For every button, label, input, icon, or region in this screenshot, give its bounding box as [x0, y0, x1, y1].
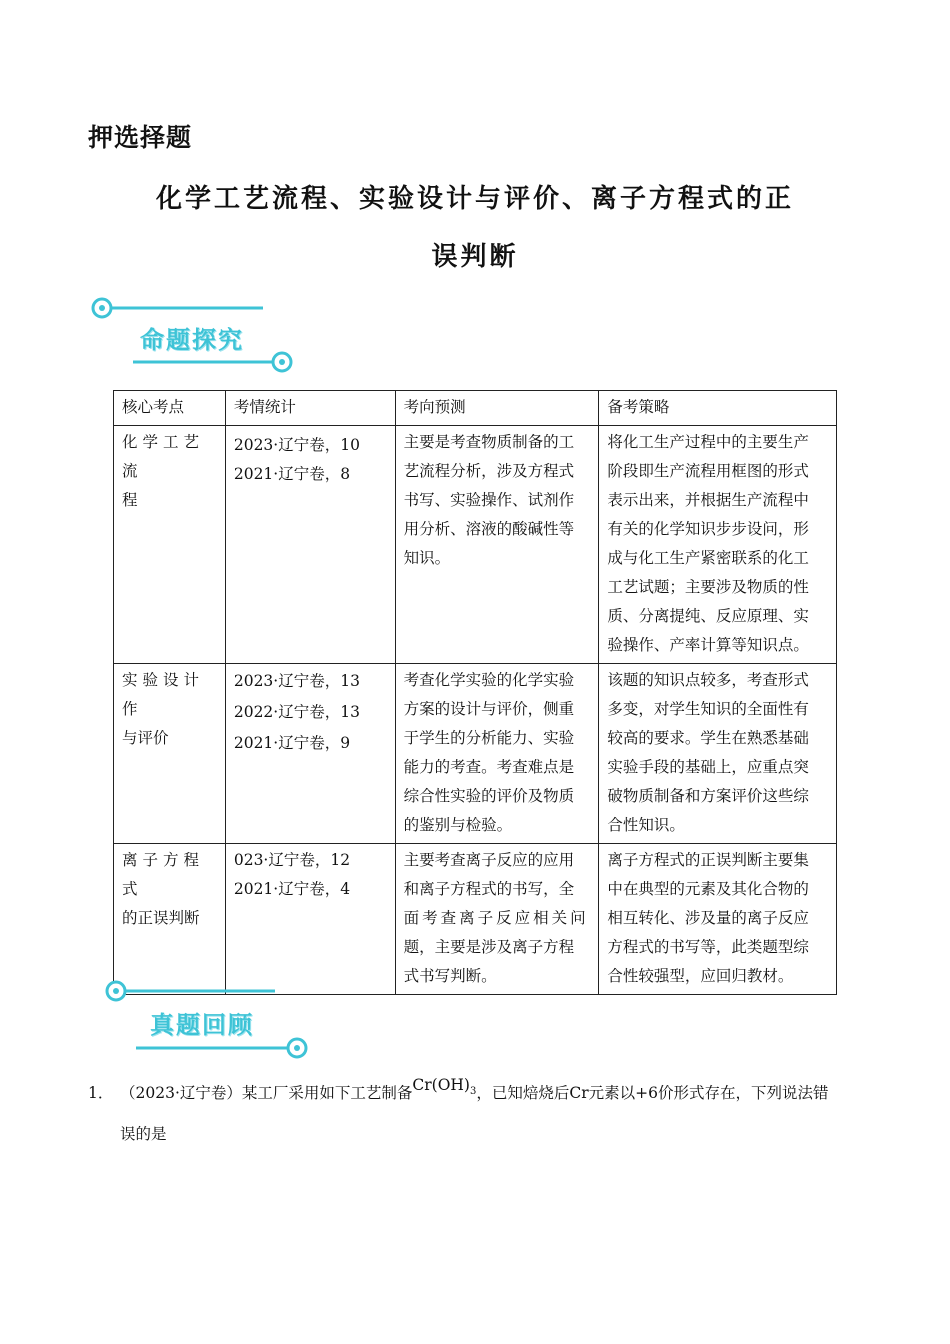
cell-line: 式书写判断。: [403, 967, 497, 985]
cell-line: 主要考查离子反应的应用: [403, 851, 575, 869]
cell-line: 相互转化、涉及量的离子反应: [607, 909, 809, 927]
question-text: ，已知焙烧后Cr元素以+6价形式存在，下列说法错: [476, 1084, 829, 1102]
cell-line: 与评价: [122, 729, 169, 747]
banner-label: 真题回顾: [150, 1011, 254, 1039]
stats-cell: [225, 844, 395, 995]
cell-line: 验操作、产率计算等知识点。: [607, 636, 809, 654]
cell-line: 综合性实验的评价及物质: [403, 787, 575, 805]
header-cell: 考情统计: [225, 391, 395, 426]
cell-line: 方程式的书写等，此类题型综: [607, 938, 809, 956]
stats-cell: [225, 664, 395, 844]
section-pretitle: 押选择题: [88, 123, 193, 152]
cell-line: 能力的考查。考查难点是: [403, 758, 575, 776]
formula-text: Cr(OH): [412, 1076, 470, 1094]
forecast-cell: [395, 844, 599, 995]
question-number: 1．: [88, 1084, 114, 1102]
table-header-row: [114, 391, 837, 426]
cell-line: 破物质制备和方案评价这些综: [607, 787, 809, 805]
section-banner-proposition: [88, 290, 308, 380]
cell-line: 的正误判断: [122, 909, 200, 927]
topic-cell: [114, 426, 226, 664]
cell-line: 方案的设计与评价，侧重: [403, 700, 575, 718]
question-1: [88, 1076, 863, 1151]
cell-line: 多变，对学生知识的全面性有: [607, 700, 809, 718]
table-row: [114, 844, 837, 995]
table-row: [114, 426, 837, 664]
topic-cell: [114, 844, 226, 995]
strategy-cell: [599, 844, 837, 995]
cell-line: 阶段即生产流程用框图的形式: [607, 462, 809, 480]
cell-line: 2021·辽宁卷，4: [233, 880, 351, 898]
question-text: （2023·辽宁卷）某工厂采用如下工艺制备: [120, 1084, 413, 1102]
forecast-cell: [395, 664, 599, 844]
cell-line: 023·辽宁卷，12: [233, 851, 351, 869]
cell-line: 和离子方程式的书写，全: [403, 880, 575, 898]
cell-line: 艺流程分析，涉及方程式: [403, 462, 575, 480]
cell-line: 2023·辽宁卷，13: [233, 672, 360, 690]
cell-line: 化学工艺流: [122, 433, 205, 480]
title-line-1: 化学工艺流程、实验设计与评价、离子方程式的正: [155, 184, 794, 214]
forecast-cell: [395, 426, 599, 664]
cell-line: 较高的要求。学生在熟悉基础: [607, 729, 809, 747]
header-cell: 核心考点: [114, 391, 226, 426]
stats-cell: [225, 426, 395, 664]
strategy-cell: [599, 664, 837, 844]
cell-line: 知识。: [403, 549, 451, 567]
banner-label: 命题探究: [140, 326, 244, 354]
cell-line: 工艺试题；主要涉及物质的性: [607, 578, 809, 596]
cell-line: 实验手段的基础上，应重点突: [607, 758, 809, 776]
question-line-1: [88, 1076, 863, 1117]
cell-line: 面考查离子反应相关问: [403, 909, 589, 927]
table-row: [114, 664, 837, 844]
cell-line: 书写、实验操作、试剂作: [403, 491, 575, 509]
cell-line: 质、分离提纯、反应原理、实: [607, 607, 809, 625]
title-line-2: 误判断: [431, 242, 519, 272]
cell-line: 该题的知识点较多，考查形式: [607, 671, 809, 689]
cell-line: 合性较强型，应回归教材。: [607, 967, 794, 985]
cell-line: 主要是考查物质制备的工: [403, 433, 575, 451]
cell-line: 成与化工生产紧密联系的化工: [607, 549, 809, 567]
cell-line: 合性知识。: [607, 816, 685, 834]
section-banner-review: [100, 975, 320, 1065]
cell-line: 2021·辽宁卷，9: [233, 734, 351, 752]
cell-line: 2023·辽宁卷，10: [233, 436, 360, 454]
header-cell: 考向预测: [395, 391, 599, 426]
question-line-2: 误的是: [120, 1125, 167, 1144]
cell-line: 于学生的分析能力、实验: [403, 729, 575, 747]
page-title: [80, 170, 870, 286]
cell-line: 实验设计作: [122, 671, 205, 718]
formula-subscript: 3: [469, 1086, 477, 1098]
chemical-formula: [412, 1076, 477, 1098]
cell-line: 离子方程式: [122, 851, 205, 898]
topic-cell: [114, 664, 226, 844]
header-cell: 备考策略: [599, 391, 837, 426]
cell-line: 用分析、溶液的酸碱性等: [403, 520, 575, 538]
cell-line: 有关的化学知识步步设问，形: [607, 520, 809, 538]
cell-line: 表示出来，并根据生产流程中: [607, 491, 809, 509]
topic-table: [113, 390, 837, 995]
strategy-cell: [599, 426, 837, 664]
cell-line: 程: [122, 491, 138, 509]
cell-line: 2021·辽宁卷，8: [233, 465, 351, 483]
cell-line: 题，主要是涉及离子方程: [403, 938, 575, 956]
cell-line: 将化工生产过程中的主要生产: [607, 433, 809, 451]
cell-line: 中在典型的元素及其化合物的: [607, 880, 809, 898]
cell-line: 离子方程式的正误判断主要集: [607, 851, 809, 869]
cell-line: 的鉴别与检验。: [403, 816, 513, 834]
cell-line: 考查化学实验的化学实验: [403, 671, 575, 689]
cell-line: 2022·辽宁卷，13: [233, 703, 360, 721]
